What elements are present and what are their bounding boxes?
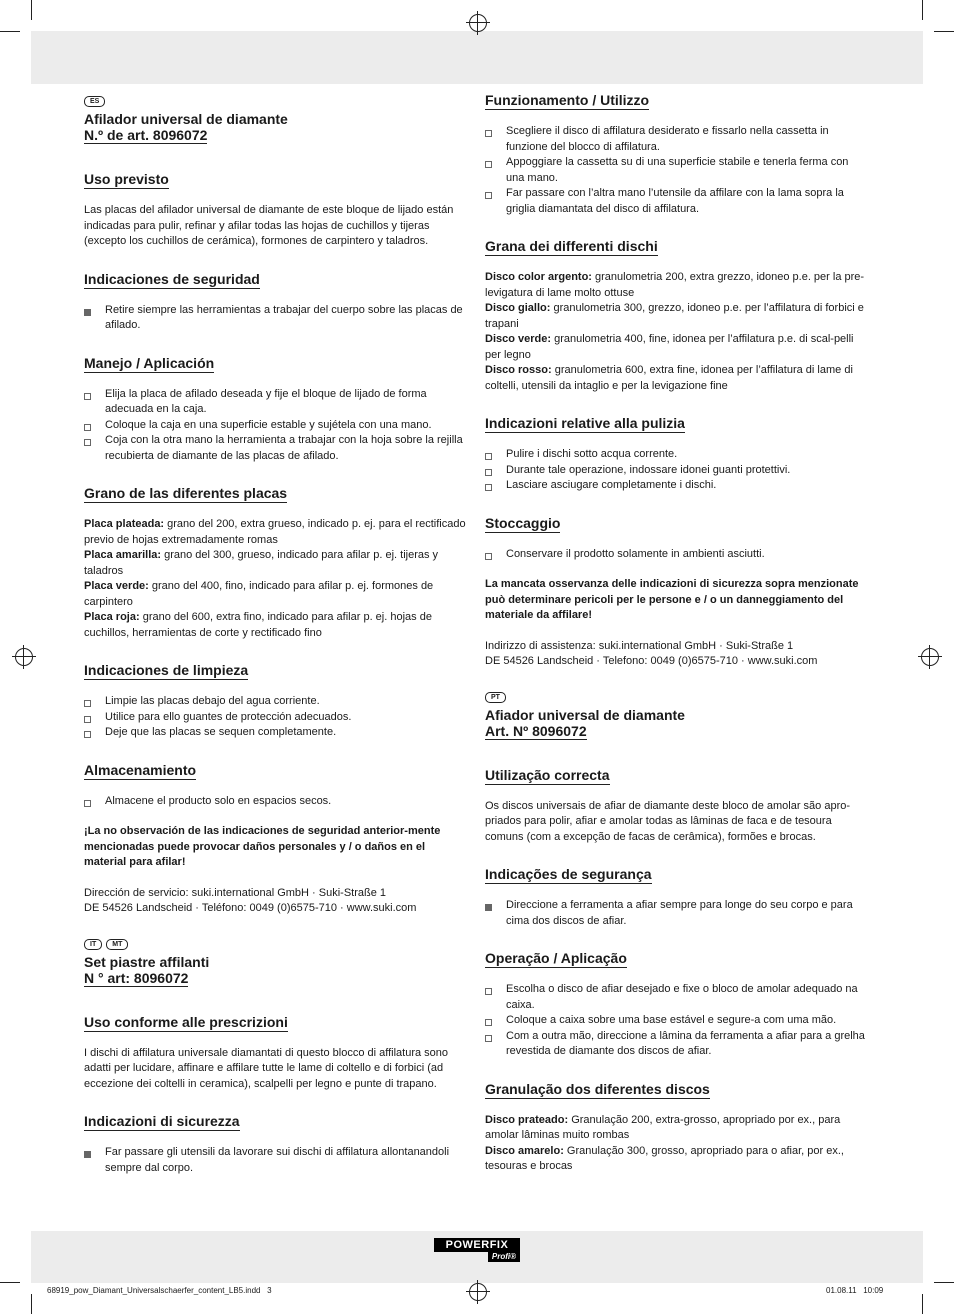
product-title: Set piastre affilanti N ° art: 8096072	[84, 953, 210, 986]
language-badges	[84, 96, 466, 107]
language-badges	[84, 939, 466, 950]
checkbox-square-icon	[485, 453, 492, 460]
paragraph: I dischi di affilatura universale diamantati di questo blocco di affilatura sono adatti per lucidare, affinare e affilare tutte le lame di coltello e di forbici (ad eccezione dei coltelli in ceramica), scalpelli per legno e punte di trapano.	[84, 1046, 449, 1090]
paragraph: Las placas del afilador universal de diamante de este bloque de lijado están indicadas para pulir, refinar y afilar todas las hojas de cuchillos y tijeras (excepto los cuchillos de cerámica), formones de carpintero y taladros.	[84, 204, 454, 247]
bullet-square-icon	[485, 904, 492, 911]
list-item: Utilice para ello guantes de protección adecuados.	[84, 710, 466, 726]
section-heading: Utilização correcta	[485, 766, 610, 783]
language-badges	[485, 692, 869, 703]
crop-mark	[31, 0, 32, 20]
list-item: Deje que las placas se sequen completamente.	[84, 725, 466, 741]
warning-text: ¡La no observación de las indicaciones de seguridad anterior-mente mencionadas puede provocar daños personales y / o daños en el material para afilar!	[84, 825, 441, 868]
checkbox-square-icon	[485, 130, 492, 137]
section-heading: Almacenamiento	[84, 761, 197, 778]
checkbox-square-icon	[84, 716, 91, 723]
grit-entry: Disco color argento: granulometria 200, extra grezzo, idoneo p.e. per la pre-levigatura di lame molto ottuse	[485, 271, 865, 299]
list-item: Scegliere il disco di affilatura desiderato e fissarlo nella cassetta in funzione del blocco di affilatura.	[485, 124, 869, 155]
list-item: Retire siempre las herramientas a trabajar del cuerpo sobre las placas de afilado.	[84, 303, 466, 334]
grit-entry: Disco amarelo: Granulação 300, grosso, apropriado para o afiar, por ex., tesouras e brocas	[485, 1144, 844, 1172]
list-item: Pulire i dischi sotto acqua corrente.	[485, 447, 869, 463]
bullet-square-icon	[84, 1151, 91, 1158]
checkbox-square-icon	[485, 469, 492, 476]
crop-mark	[922, 0, 923, 20]
left-column	[84, 92, 466, 1176]
list-item: Lasciare asciugare completamente i dischi.	[485, 478, 869, 494]
list-item: Appoggiare la cassetta su di una superficie stabile e tenerla ferma con una mano.	[485, 155, 869, 186]
section-heading: Grano de las diferentes placas	[84, 485, 288, 501]
print-slug-filename: 68919_pow_Diamant_Universalschaerfer_content_LB5.indd 3	[47, 1286, 272, 1295]
section-intended-use	[485, 767, 869, 846]
section-heading: Operação / Aplicação	[485, 950, 627, 966]
powerfix-logo	[434, 1238, 520, 1263]
registration-mark-icon	[469, 14, 487, 32]
section-heading: Indicaciones de limpieza	[84, 662, 249, 678]
grit-entry: Placa plateada: grano del 200, extra grueso, indicado p. ej. para el rectificado previo de hojas extremadamente romas	[84, 518, 466, 546]
checkbox-square-icon	[485, 553, 492, 560]
section-cleaning	[84, 662, 466, 741]
registration-mark-icon	[15, 648, 33, 666]
section-operation	[84, 355, 466, 465]
language-badge: ES	[84, 96, 105, 107]
section-heading: Grana dei differenti dischi	[485, 238, 658, 254]
paragraph: Os discos universais de afiar de diamante deste bloco de amolar são apro-priados para polir, afiar e amolar todas as lâminas de faca e de tesoura comuns (com a excepção de facas de cerâmica), formões e brocas.	[485, 799, 851, 843]
list-item: Coloque a caixa sobre uma base estável e segure-a com uma mão.	[485, 1013, 869, 1029]
logo-sub-text: Profi®	[488, 1252, 520, 1262]
section-operation	[485, 950, 869, 1060]
section-safety	[485, 866, 869, 929]
grit-entry: Disco giallo: granulometria 300, grezzo, idoneo p.e. per l’affilatura di forbici e trapani	[485, 302, 864, 330]
list-item: Com a outra mão, direccione a lâmina da ferramenta a afiar para a grelha revestida de diamante dos discos de afiar.	[485, 1029, 869, 1060]
crop-mark	[0, 1282, 20, 1283]
list-item: Direccione a ferramenta a afiar sempre para longe do seu corpo e para cima dos discos de afiar.	[485, 898, 869, 929]
grit-entry: Placa verde: grano del 400, fino, indicado para afilar p. ej. formones de carpintero	[84, 580, 434, 608]
section-storage	[84, 762, 466, 917]
language-badge: MT	[106, 939, 128, 950]
checkbox-square-icon	[485, 1035, 492, 1042]
list-item: Limpie las placas debajo del agua corriente.	[84, 694, 466, 710]
section-heading: Stoccaggio	[485, 514, 561, 531]
warning-text: La mancata osservanza delle indicazioni di sicurezza sopra menzionate può determinare pericoli per le persone e / o un danneggiamento del materiale da affilare!	[485, 578, 859, 621]
section-grit	[485, 238, 869, 394]
logo-main-text: POWERFIX	[434, 1238, 520, 1252]
checkbox-square-icon	[84, 731, 91, 738]
checkbox-square-icon	[84, 424, 91, 431]
section-grit	[485, 1081, 869, 1175]
section-heading: Uso previsto	[84, 171, 169, 187]
service-address: Indirizzo di assistenza: suki.international GmbH · Suki-Straße 1	[485, 639, 794, 652]
section-intended-use	[84, 1014, 466, 1093]
list-item: Almacene el producto solo en espacios secos.	[84, 794, 466, 810]
crop-mark	[922, 1294, 923, 1314]
section-cleaning	[485, 415, 869, 494]
list-item: Coloque la caja en una superficie estable y sujétela con una mano.	[84, 418, 466, 434]
section-heading: Indicações de segurança	[485, 866, 652, 882]
registration-mark-icon	[921, 648, 939, 666]
language-badge: PT	[485, 692, 506, 703]
checkbox-square-icon	[84, 700, 91, 707]
checkbox-square-icon	[485, 1019, 492, 1026]
list-item: Elija la placa de afilado deseada y fije el bloque de lijado de forma adecuada en la caja.	[84, 387, 466, 418]
checkbox-square-icon	[485, 484, 492, 491]
checkbox-square-icon	[84, 800, 91, 807]
checkbox-square-icon	[485, 988, 492, 995]
crop-mark	[934, 31, 954, 32]
service-address: DE 54526 Landscheid · Teléfono: 0049 (0)6575-710 · www.suki.com	[84, 902, 417, 914]
checkbox-square-icon	[485, 192, 492, 199]
list-item: Durante tale operazione, indossare idonei guanti protettivi.	[485, 463, 869, 479]
language-badge: IT	[84, 939, 102, 950]
section-grit	[84, 485, 466, 641]
crop-mark	[0, 31, 20, 32]
grit-entry: Disco prateado: Granulação 200, extra-grosso, apropriado por ex., para amolar lâminas muito rombas	[485, 1113, 841, 1141]
grit-entry: Placa amarilla: grano del 300, grueso, indicado para afilar p. ej. tijeras y taladros	[84, 549, 439, 577]
grit-entry: Disco rosso: granulometria 600, extra fine, idonea per l’affilatura di lame di coltelli, utensili da intaglio e per la levigazione fine	[485, 364, 853, 392]
checkbox-square-icon	[84, 393, 91, 400]
list-item: Far passare con l’altra mano l’utensile da affilare con la lama sopra la griglia diamantata del disco di affilatura.	[485, 186, 869, 217]
section-storage	[485, 515, 869, 670]
list-item: Far passare gli utensili da lavorare sui dischi di affilatura allontanandoli sempre dal corpo.	[84, 1145, 466, 1176]
service-address: DE 54526 Landscheid · Telefono: 0049 (0)6575-710 · www.suki.com	[485, 655, 818, 667]
list-item: Escolha o disco de afiar desejado e fixe o bloco de amolar adequado na caixa.	[485, 982, 869, 1013]
print-slug-datetime: 01.08.11 10:09	[826, 1286, 884, 1295]
section-heading: Indicazioni di sicurezza	[84, 1113, 240, 1129]
grit-entry: Disco verde: granulometria 400, fine, idonea per l’affilatura p.e. di scal-pelli per legno	[485, 333, 854, 361]
section-operation	[485, 92, 869, 217]
section-heading: Funzionamento / Utilizzo	[485, 92, 650, 108]
service-address: Dirección de servicio: suki.international GmbH · Suki-Straße 1	[84, 886, 387, 899]
section-intended-use	[84, 171, 466, 250]
section-safety	[84, 271, 466, 334]
checkbox-square-icon	[84, 439, 91, 446]
checkbox-square-icon	[485, 161, 492, 168]
crop-mark	[934, 1282, 954, 1283]
header-band	[31, 31, 923, 84]
product-title: Afiador universal de diamante Art. Nº 8096072	[485, 706, 685, 739]
bullet-square-icon	[84, 309, 91, 316]
list-item: Coja con la otra mano la herramienta a trabajar con la hoja sobre la rejilla recubierta de diamante de las placas de afilado.	[84, 433, 466, 464]
section-heading: Indicaciones de seguridad	[84, 270, 260, 287]
section-heading: Uso conforme alle prescrizioni	[84, 1013, 288, 1030]
section-heading: Indicazioni relative alla pulizia	[485, 415, 685, 431]
section-heading: Manejo / Aplicación	[84, 354, 215, 371]
section-safety	[84, 1113, 466, 1176]
grit-entry: Placa roja: grano del 600, extra fino, indicado para afilar p. ej. hojas de cuchillos, herramientas de corte y rectificado fino	[84, 611, 432, 639]
registration-mark-icon	[469, 1283, 487, 1301]
product-title: Afilador universal de diamante N.º de art. 8096072	[84, 111, 288, 143]
list-item: Conservare il prodotto solamente in ambienti asciutti.	[485, 547, 869, 563]
right-column	[485, 92, 869, 1175]
section-heading: Granulação dos diferentes discos	[485, 1080, 710, 1097]
crop-mark	[31, 1294, 32, 1314]
